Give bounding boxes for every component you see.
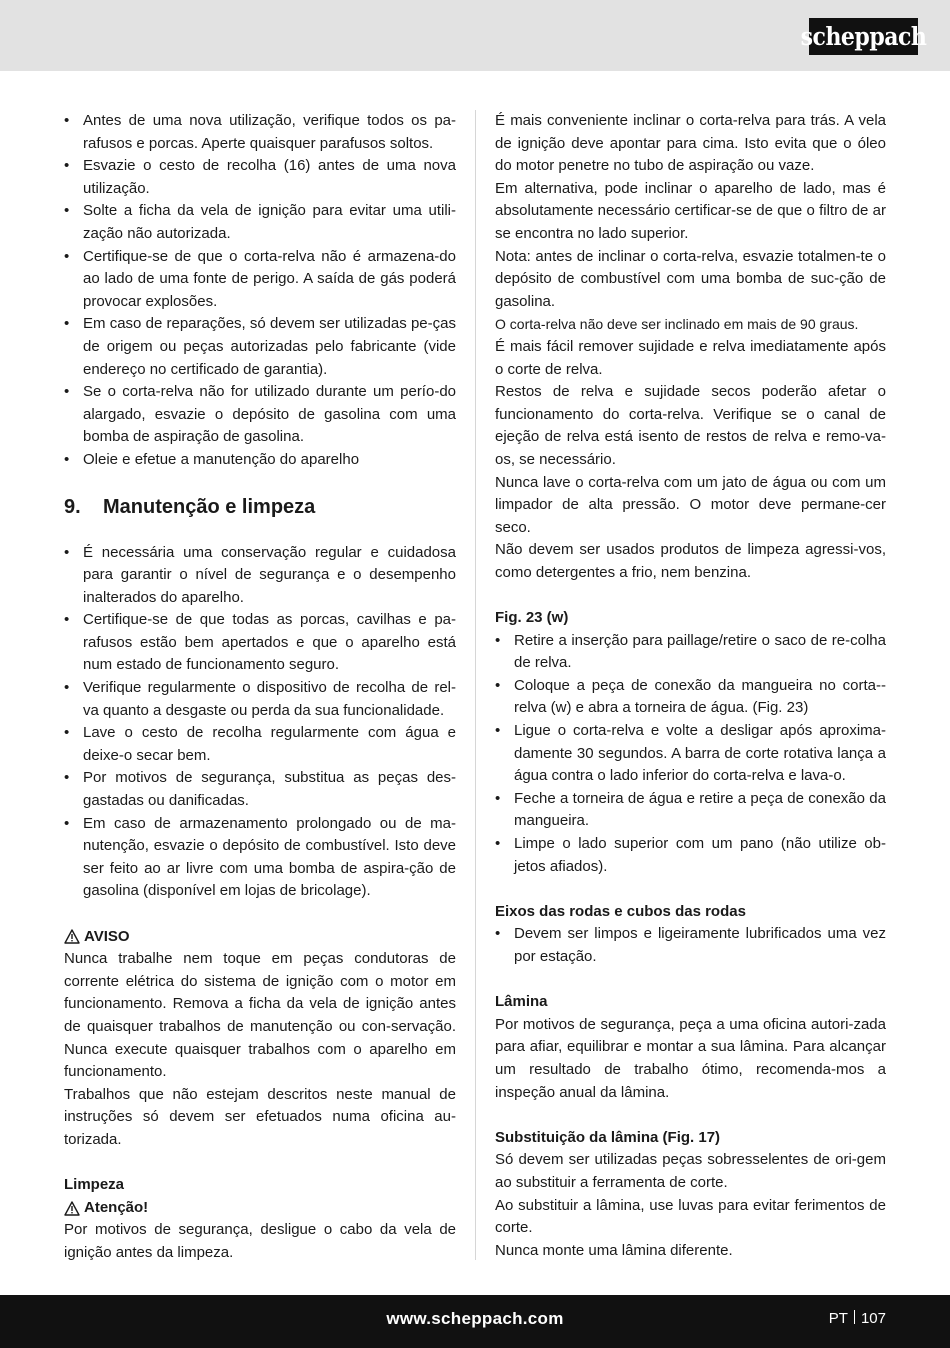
list-item: • Verifique regularmente o dispositivo de recolha de rel-va quanto a desgaste ou perda da sua funcionalidade. <box>64 677 456 722</box>
list-item: • Coloque a peça de conexão da mangueira no corta--relva (w) e abra a torneira de água. (Fig. 23) <box>495 675 886 720</box>
caution-title: Atenção! <box>84 1198 149 1216</box>
warning-title: AVISO <box>84 927 130 945</box>
logo-text: scheppach <box>800 21 927 52</box>
paragraph: Em alternativa, pode inclinar o aparelho de lado, mas é absolutamente necessário certificar-se de que o filtro de ar se encontra no lado superior. <box>495 179 886 242</box>
language-code: PT <box>828 1310 848 1327</box>
paragraph: Não devem ser usados produtos de limpeza agressi-vos, como detergentes a frio, nem benzina. <box>495 541 886 581</box>
page-indicator <box>829 1310 886 1327</box>
list-item: • Certifique-se de que todas as porcas, cavilhas e pa-rafusos estão bem apertados e que o aparelho está num estado de funcionamento seguro. <box>64 609 456 677</box>
list-item: • Solte a ficha da vela de ignição para evitar uma utili-zação não autorizada. <box>64 200 456 245</box>
page-separator <box>854 1310 855 1324</box>
list-item: • Certifique-se de que o corta-relva não é armazena-do ao lado de uma fonte de perigo. A saída de gás poderá provocar explosões. <box>64 246 456 314</box>
axle-heading: Eixos das rodas e cubos das rodas <box>495 902 746 920</box>
warning-text: Trabalhos que não estejam descritos neste manual de instruções só devem ser efetuados numa oficina au-torizada. <box>64 1085 456 1148</box>
axle-list <box>495 923 886 968</box>
list-item: • Oleie e efetue a manutenção do aparelho <box>64 449 456 472</box>
blade-text: Por motivos de segurança, peça a uma oficina autori-zada para afiar, equilibrar e montar a sua lâmina. Para alcançar um resultado de trabalho ótimo, recomenda-mos a inspeção anual da lâmina. <box>495 1015 886 1101</box>
maintenance-list <box>64 542 456 904</box>
paragraph: Nunca lave o corta-relva com um jato de água ou com um limpador de alta pressão. O motor deve permane-cer seco. <box>495 473 886 536</box>
list-item: • Antes de uma nova utilização, verifique todos os pa-rafusos e porcas. Aperte quaisquer parafusos soltos. <box>64 110 456 155</box>
warning-heading <box>64 926 456 949</box>
fig-steps-list <box>495 630 886 879</box>
section-title: Manutenção e limpeza <box>103 495 316 518</box>
paragraph: Restos de relva e sujidade secos poderão afetar o funcionamento do corta-relva. Verifique se o canal de ejeção de relva está isento de restos de relva e remo-va-os, se necessário. <box>495 383 886 468</box>
page-number: 107 <box>860 1310 886 1327</box>
list-item: • Feche a torneira de água e retire a peça de conexão da mangueira. <box>495 788 886 833</box>
list-item: • Se o corta-relva não for utilizado durante um perío-do alargado, esvazie o depósito de gasolina com uma bomba de aspiração de gasolina. <box>64 381 456 449</box>
header-bar <box>0 0 950 71</box>
paragraph: Só devem ser utilizadas peças sobresselentes de ori-gem ao substituir a ferramenta de corte. <box>495 1151 886 1191</box>
list-item: • Devem ser limpos e ligeiramente lubrificados uma vez por estação. <box>495 923 886 968</box>
column-divider <box>475 110 476 1260</box>
fig-heading: Fig. 23 (w) <box>495 609 569 627</box>
website-link[interactable]: www.scheppach.com <box>386 1309 564 1328</box>
paragraph: O corta-relva não deve ser inclinado em mais de 90 graus. <box>495 316 859 333</box>
intro-list <box>64 110 456 472</box>
list-item: • Em caso de armazenamento prolongado ou de ma-nutenção, esvazie o depósito de combustível. Isto deve ser feito ao ar livre com uma bomba de aspira-ção de gasolina (disponível em lojas de bricolage). <box>64 813 456 903</box>
list-item: • Ligue o corta-relva e volte a desligar após aproxima-damente 30 segundos. A barra de corte rotativa lança a água contra o lado inferior do corta-relva e lava-o. <box>495 720 886 788</box>
warning-triangle-icon <box>64 1201 80 1216</box>
list-item: • Esvazie o cesto de recolha (16) antes de uma nova utilização. <box>64 155 456 200</box>
list-item: • Retire a inserção para paillage/retire o saco de re-colha de relva. <box>495 630 886 675</box>
blade-heading: Lâmina <box>495 993 548 1011</box>
list-item: • Em caso de reparações, só devem ser utilizadas pe-ças de origem ou peças autorizadas pelo fabricante (vide endereço no certificado de garantia). <box>64 313 456 381</box>
right-column <box>495 110 886 1262</box>
brand-logo <box>800 18 927 55</box>
left-column <box>64 110 456 1265</box>
section-heading <box>64 494 456 520</box>
caution-heading <box>64 1197 456 1220</box>
cleaning-heading: Limpeza <box>64 1176 125 1194</box>
cleaning-text: Por motivos de segurança, desligue o cabo da vela de ignição antes da limpeza. <box>64 1221 456 1261</box>
warning-triangle-icon <box>64 929 80 944</box>
list-item: • Lave o cesto de recolha regularmente com água e deixe-o secar bem. <box>64 722 456 767</box>
paragraph: Nunca monte uma lâmina diferente. <box>495 1241 733 1259</box>
paragraph: É mais fácil remover sujidade e relva imediatamente após o corte de relva. <box>495 337 886 378</box>
paragraph: Nota: antes de inclinar o corta-relva, esvazie totalmen-te o depósito de combustível com uma bomba de suc-ção de gasolina. <box>495 247 886 310</box>
list-item: • É necessária uma conservação regular e cuidadosa para garantir o nível de segurança e o desempenho inalterados do aparelho. <box>64 542 456 610</box>
paragraph: É mais conveniente inclinar o corta-relva para trás. A vela de ignição deve apontar para cima. Isto evita que o óleo do motor penetre no tubo de aspiração ou vaze. <box>495 112 886 175</box>
replace-heading: Substituição da lâmina (Fig. 17) <box>495 1128 721 1146</box>
warning-text: Nunca trabalhe nem toque em peças condutoras de corrente elétrica do sistema de ignição com o motor em funcionamento. Remova a ficha da vela de ignição antes de quaisquer trabalhos de manutenção ou con-servação. Nunca execute quaisquer trabalhos com o aparelho em funcionamento. <box>64 950 456 1081</box>
paragraph: Ao substituir a lâmina, use luvas para evitar ferimentos de corte. <box>495 1196 886 1237</box>
section-number: 9. <box>64 495 81 518</box>
footer-bar <box>0 1295 950 1348</box>
list-item: • Por motivos de segurança, substitua as peças des-gastadas ou danificadas. <box>64 767 456 812</box>
list-item: • Limpe o lado superior com um pano (não utilize ob-jetos afiados). <box>495 833 886 878</box>
